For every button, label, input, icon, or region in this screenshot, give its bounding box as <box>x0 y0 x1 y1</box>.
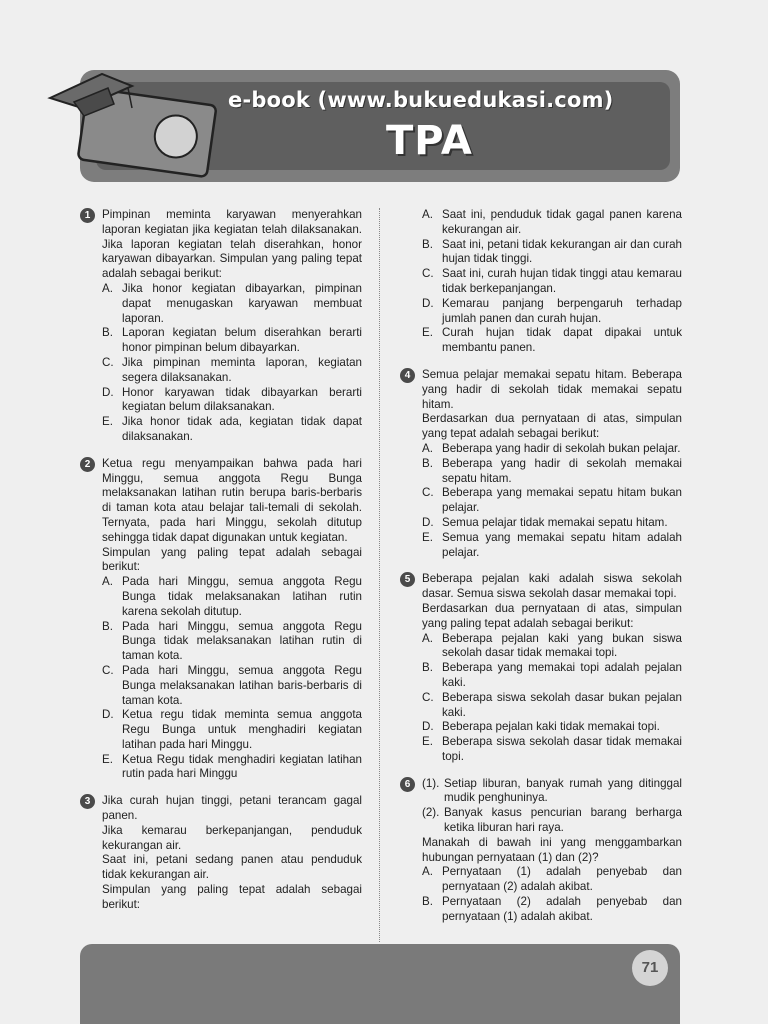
option-c: C. Jika pimpinan meminta laporan, kegiatan segera dilaksanakan. <box>102 355 362 384</box>
question-2 <box>80 457 362 783</box>
option-d: D. Kemarau panjang berpengaruh terhadap jumlah panen dan curah hujan. <box>422 296 682 325</box>
question-text: Jika curah hujan tinggi, petani terancam gagal panen. <box>102 794 362 823</box>
option-a: A. Pada hari Minggu, semua anggota Regu Bunga tidak melaksanakan latihan rutin karena sekolah ditutup. <box>102 575 362 618</box>
answer-options <box>102 282 362 445</box>
question-prompt: Berdasarkan dua pernyataan di atas, simpulan yang paling tepat adalah sebagai berikut: <box>422 601 682 630</box>
option-b: B. Laporan kegiatan belum diserahkan berarti honor pimpinan belum dibayarkan. <box>102 326 362 355</box>
question-number: 4 <box>400 368 415 383</box>
question-text: Semua pelajar memakai sepatu hitam. Beberapa yang hadir di sekolah tidak memakai sepatu hitam. <box>422 367 682 411</box>
question-text: Saat ini, petani sedang panen atau penduduk tidak kekurangan air. <box>102 853 362 882</box>
question-4 <box>400 368 682 560</box>
statement-1: (1). Setiap liburan, banyak rumah yang ditinggal mudik penghuninya. <box>422 776 682 805</box>
right-column <box>400 208 682 937</box>
option-b: B. Saat ini, petani tidak kekurangan air dan curah hujan tidak tinggi. <box>422 237 682 266</box>
option-c: C. Beberapa siswa sekolah dasar bukan pejalan kaki. <box>422 690 682 719</box>
option-a: A. Beberapa yang hadir di sekolah bukan pelajar. <box>422 441 681 455</box>
option-d: D. Beberapa pejalan kaki tidak memakai topi. <box>422 720 660 734</box>
statement-2: (2). Banyak kasus pencurian barang berharga ketika liburan hari raya. <box>422 806 682 835</box>
page-number: 71 <box>632 950 668 986</box>
option-d: D. Ketua regu tidak meminta semua anggota Regu Bunga untuk menghadiri kegiatan latihan pada hari Minggu. <box>102 708 362 751</box>
question-3 <box>80 794 362 912</box>
question-number: 5 <box>400 572 415 587</box>
question-text: Jika kemarau berkepanjangan, penduduk kekurangan air. <box>102 823 362 852</box>
option-b: B. Pada hari Minggu, semua anggota Regu Bunga tidak melaksanakan latihan rutin di taman kota. <box>102 619 362 663</box>
option-d: D. Semua pelajar tidak memakai sepatu hitam. <box>422 515 668 529</box>
question-prompt: Simpulan yang paling tepat adalah sebagai berikut: <box>102 883 362 911</box>
option-b: B. Beberapa yang hadir di sekolah memakai sepatu hitam. <box>422 456 682 485</box>
question-text: Beberapa pejalan kaki adalah siswa sekolah dasar. Semua siswa sekolah dasar memakai topi. <box>422 572 682 601</box>
option-e: E. Ketua Regu tidak menghadiri kegiatan latihan rutin pada hari Minggu <box>102 752 362 781</box>
option-e: E. Jika honor tidak ada, kegiatan tidak dapat dilaksanakan. <box>102 415 362 443</box>
column-divider <box>379 208 380 942</box>
question-number: 6 <box>400 777 415 792</box>
answer-options <box>422 208 682 356</box>
question-3-options <box>400 208 682 356</box>
option-a: A. Jika honor kegiatan dibayarkan, pimpinan dapat menugaskan karyawan membuat laporan. <box>102 281 362 325</box>
graduation-cap-icon <box>44 58 224 178</box>
question-prompt: Berdasarkan dua pernyataan di atas, simpulan yang tepat adalah sebagai berikut: <box>422 412 682 441</box>
option-a: A. Pernyataan (1) adalah penyebab dan pernyataan (2) adalah akibat. <box>422 865 682 894</box>
question-prompt: Manakah di bawah ini yang menggambarkan hubungan pernyataan (1) dan (2)? <box>422 835 682 864</box>
question-text: Ketua regu menyampaikan bahwa pada hari Minggu, semua anggota Regu Bunga melaksanakan latihan rutin berupa baris-berbaris di taman kota atau belajar tali-temali di sekolah. Ternyata, pada hari Minggu, sekolah ditutup sehingga tidak dapat digunakan untuk kegiatan. <box>102 456 362 544</box>
option-e: E. Curah hujan tidak dapat dipakai untuk membantu panen. <box>422 326 682 355</box>
answer-options <box>422 632 682 765</box>
option-c: C. Saat ini, curah hujan tidak tinggi atau kemarau tidak berkepanjangan. <box>422 267 682 295</box>
option-d: D. Honor karyawan tidak dibayarkan berarti kegiatan belum dilaksanakan. <box>102 385 362 414</box>
answer-options <box>422 865 682 924</box>
header-ebook-title: e-book (www.bukuedukasi.com) <box>228 88 614 112</box>
question-number: 2 <box>80 457 95 472</box>
answer-options <box>102 575 362 782</box>
question-6 <box>400 777 682 925</box>
left-column <box>80 208 362 925</box>
option-b: B. Pernyataan (2) adalah penyebab dan pernyataan (1) adalah akibat. <box>422 895 682 923</box>
question-number: 3 <box>80 794 95 809</box>
option-b: B. Beberapa yang memakai topi adalah pejalan kaki. <box>422 661 682 689</box>
footer-band <box>80 944 680 1024</box>
option-e: E. Beberapa siswa sekolah dasar tidak memakai topi. <box>422 735 682 763</box>
question-number: 1 <box>80 208 95 223</box>
option-e: E. Semua yang memakai sepatu hitam adalah pelajar. <box>422 530 682 559</box>
answer-options <box>422 442 682 560</box>
option-a: A. Beberapa pejalan kaki yang bukan siswa sekolah dasar tidak memakai topi. <box>422 631 682 660</box>
option-c: C. Pada hari Minggu, semua anggota Regu Bunga melaksanakan latihan baris-berbaris di taman kota. <box>102 663 362 707</box>
question-prompt: Simpulan yang paling tepat adalah sebagai berikut: <box>102 545 362 574</box>
statement-list <box>422 777 682 836</box>
question-5 <box>400 572 682 764</box>
header-section-title: TPA <box>386 118 473 164</box>
option-c: C. Beberapa yang memakai sepatu hitam bukan pelajar. <box>422 486 682 515</box>
question-text: Pimpinan meminta karyawan menyerahkan laporan kegiatan jika kegiatan telah dilaksanakan. Jika laporan kegiatan telah diserahkan, honor karyawan dibayarkan. Simpulan yang paling tepat adalah sebagai berikut: <box>102 208 362 281</box>
option-a: A. Saat ini, penduduk tidak gagal panen karena kekurangan air. <box>422 208 682 236</box>
question-1 <box>80 208 362 445</box>
